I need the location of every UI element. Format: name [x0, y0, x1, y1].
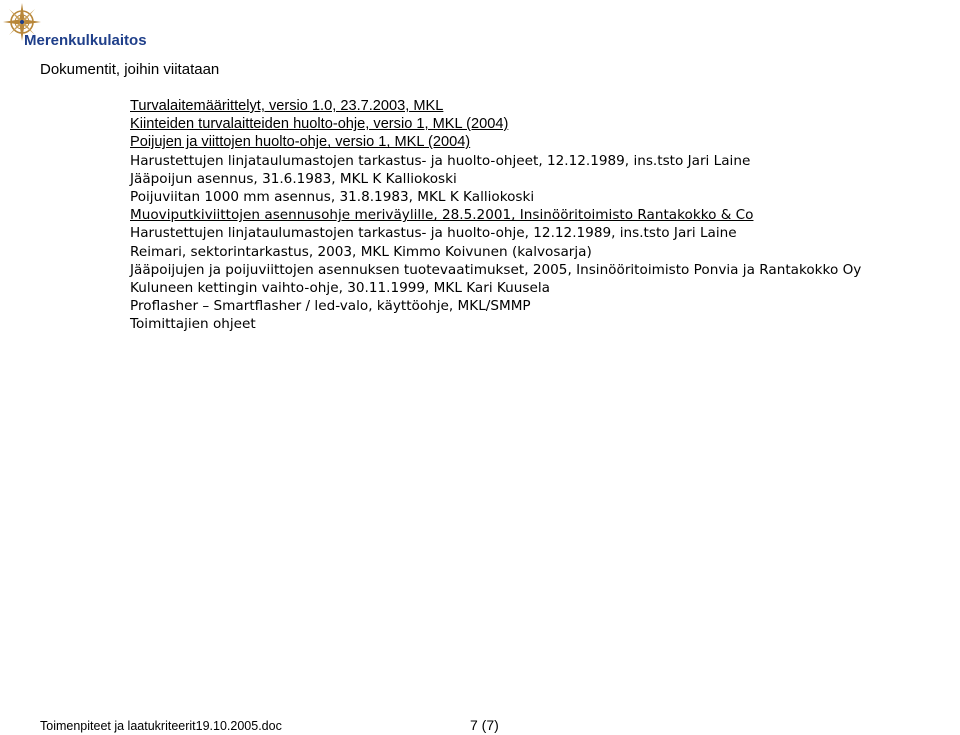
reference-link[interactable]: Muoviputkiviittojen asennusohje meriväylille, 28.5.2001, Insinööritoimisto Rantakokko & Co	[130, 207, 754, 224]
reference-link[interactable]: Kiinteiden turvalaitteiden huolto-ohje, versio 1, MKL (2004)	[130, 116, 509, 133]
reference-item: Toimittajien ohjeet	[130, 316, 256, 333]
reference-link[interactable]: Poijujen ja viittojen huolto-ohje, versio 1, MKL (2004)	[130, 134, 471, 151]
reference-item: Jääpoijujen ja poijuviittojen asennuksen tuotevaatimukset, 2005, Insinööritoimisto Ponvia ja Rantakokko Oy	[130, 261, 862, 278]
footer-page-number: 7 (7)	[470, 717, 499, 733]
reference-item: Harustettujen linjataulumastojen tarkastus- ja huolto-ohjeet, 12.12.1989, ins.tsto Jari Laine	[130, 152, 751, 169]
reference-item: Harustettujen linjataulumastojen tarkastus- ja huolto-ohje, 12.12.1989, ins.tsto Jari Laine	[130, 225, 737, 242]
reference-item: Proflasher – Smartflasher / led-valo, käyttöohje, MKL/SMMP	[130, 298, 531, 315]
reference-item: Reimari, sektorintarkastus, 2003, MKL Kimmo Koivunen (kalvosarja)	[130, 243, 592, 260]
logo	[2, 2, 162, 52]
reference-item: Kuluneen kettingin vaihto-ohje, 30.11.1999, MKL Kari Kuusela	[130, 279, 550, 296]
footer-filename: Toimenpiteet ja laatukriteerit19.10.2005.doc	[40, 719, 282, 733]
section-title: Dokumentit, joihin viitataan	[40, 61, 220, 78]
reference-item: Poijuviitan 1000 mm asennus, 31.8.1983, MKL K Kalliokoski	[130, 188, 535, 205]
reference-item: Jääpoijun asennus, 31.6.1983, MKL K Kalliokoski	[130, 170, 457, 187]
reference-list	[130, 97, 861, 333]
reference-link[interactable]: Turvalaitemäärittelyt, versio 1.0, 23.7.2003, MKL	[130, 98, 444, 114]
logo-text: Merenkulkulaitos	[24, 32, 147, 49]
